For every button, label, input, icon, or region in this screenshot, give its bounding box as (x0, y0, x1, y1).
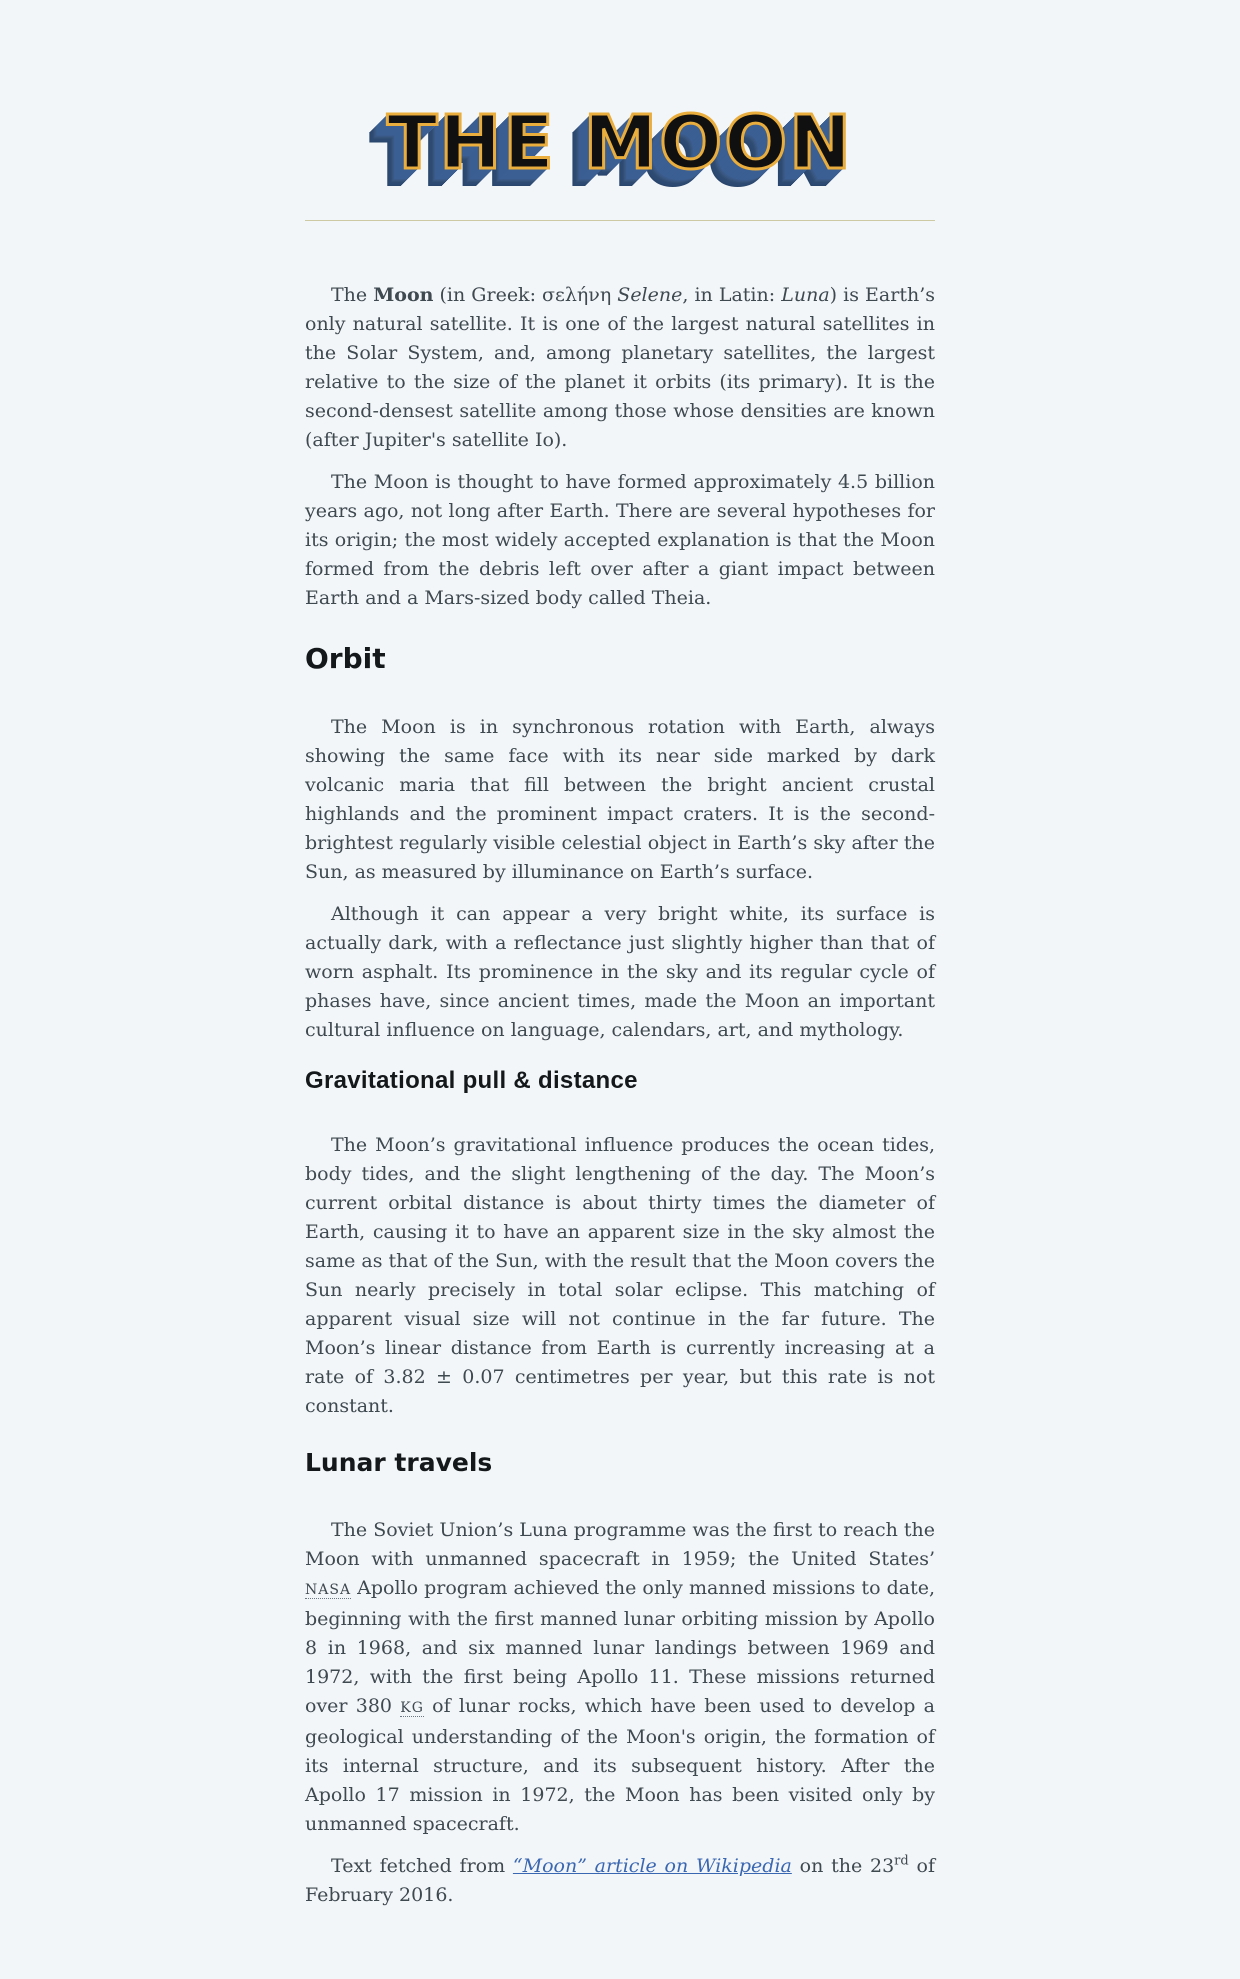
source-day: 23 (869, 1854, 895, 1877)
document-page (305, 0, 935, 1979)
source-text-2: on the (791, 1854, 870, 1877)
section-heading-orbit: Orbit (305, 642, 386, 675)
lunar-text-2: Apollo program achieved the only manned missions to date, beginning with the first manned lunar orbiting mission by Apollo 8 in 1968, and six manned lunar landings between 1969 and 1972, with the first being Apollo 11. These missions returned over 380 (305, 1576, 935, 1717)
wikipedia-link[interactable]: “Moon” article on Wikipedia (512, 1854, 792, 1877)
lunar-text-3: of lunar rocks, which have been used to develop a geological understanding of the Moon's origin, the formation of its internal structure, and its subsequent history. After the Apollo 17 mission in 1972, the Moon has been visited only by unmanned spacecraft. (305, 1694, 936, 1835)
paragraph-intro (305, 281, 935, 455)
page-title: THE MOON (386, 100, 854, 186)
lunar-text-1: The Soviet Union’s Luna programme was the first to reach the Moon with unmanned spacecraft in 1959; the United States’ (305, 1518, 935, 1570)
paragraph-orbit-brightness: Although it can appear a very bright white, its surface is actually dark, with a reflectance just slightly higher than that of worn asphalt. Its prominence in the sky and its regular cycle of phases have, since ancient times, made the Moon an important cultural influence on language, calendars, art, and mythology. (305, 903, 935, 1042)
paragraph-lunar-travels (305, 1516, 935, 1839)
intro-text-2: (in Greek: σελήνη (433, 284, 618, 306)
section-heading-lunar-travels: Lunar travels (305, 1447, 493, 1477)
moon-bold: Moon (373, 284, 434, 306)
nasa-abbr: NASA (305, 1581, 352, 1598)
intro-text-1: The (331, 284, 374, 306)
kg-abbr: KG (400, 1699, 424, 1716)
selene-italic: Selene (617, 284, 683, 306)
intro-text-4: ) is Earth’s only natural satellite. It is one of the largest natural satellites in the Solar System, and, among planetary satellites, the largest relative to the size of the planet it orbits (its primary). It is the second-densest satellite among those whose densities are known (after Jupiter's satellite Io). (305, 284, 935, 451)
paragraph-orbit-rotation: The Moon is in synchronous rotation with Earth, always showing the same face with its near side marked by dark volcanic maria that fill between the bright ancient crustal highlands and the prominent impact craters. It is the second-brightest regularly visible celestial object in Earth’s sky after the Sun, as measured by illuminance on Earth’s surface. (305, 716, 935, 884)
section-heading-gravitational-pull: Gravitational pull & distance (305, 1067, 638, 1095)
paragraph-formation: The Moon is thought to have formed approximately 4.5 billion years ago, not long after Earth. There are several hypotheses for its origin; the most widely accepted explanation is that the Moon formed from the debris left over after a giant impact between Earth and a Mars-sized body called Theia. (305, 471, 935, 609)
source-text-1: Text fetched from (331, 1854, 513, 1877)
source-day-ordinal: rd (894, 1853, 909, 1869)
luna-italic: Luna (781, 284, 830, 306)
document-header (305, 100, 935, 221)
paragraph-source (305, 1852, 935, 1910)
source-text-3: of February 2016. (305, 1854, 935, 1906)
paragraph-gravity: The Moon’s gravitational influence produces the ocean tides, body tides, and the slight lengthening of the day. The Moon’s current orbital distance is about thirty times the diameter of Earth, causing it to have an apparent size in the sky almost the same as that of the Sun, with the result that the Moon covers the Sun nearly precisely in total solar eclipse. This matching of apparent visual size will not continue in the far future. The Moon’s linear distance from Earth is currently increasing at a rate of 3.82 ± 0.07 centimetres per year, but this rate is not constant. (305, 1133, 935, 1417)
title-divider (305, 220, 935, 221)
intro-text-3: , in Latin: (682, 284, 782, 306)
